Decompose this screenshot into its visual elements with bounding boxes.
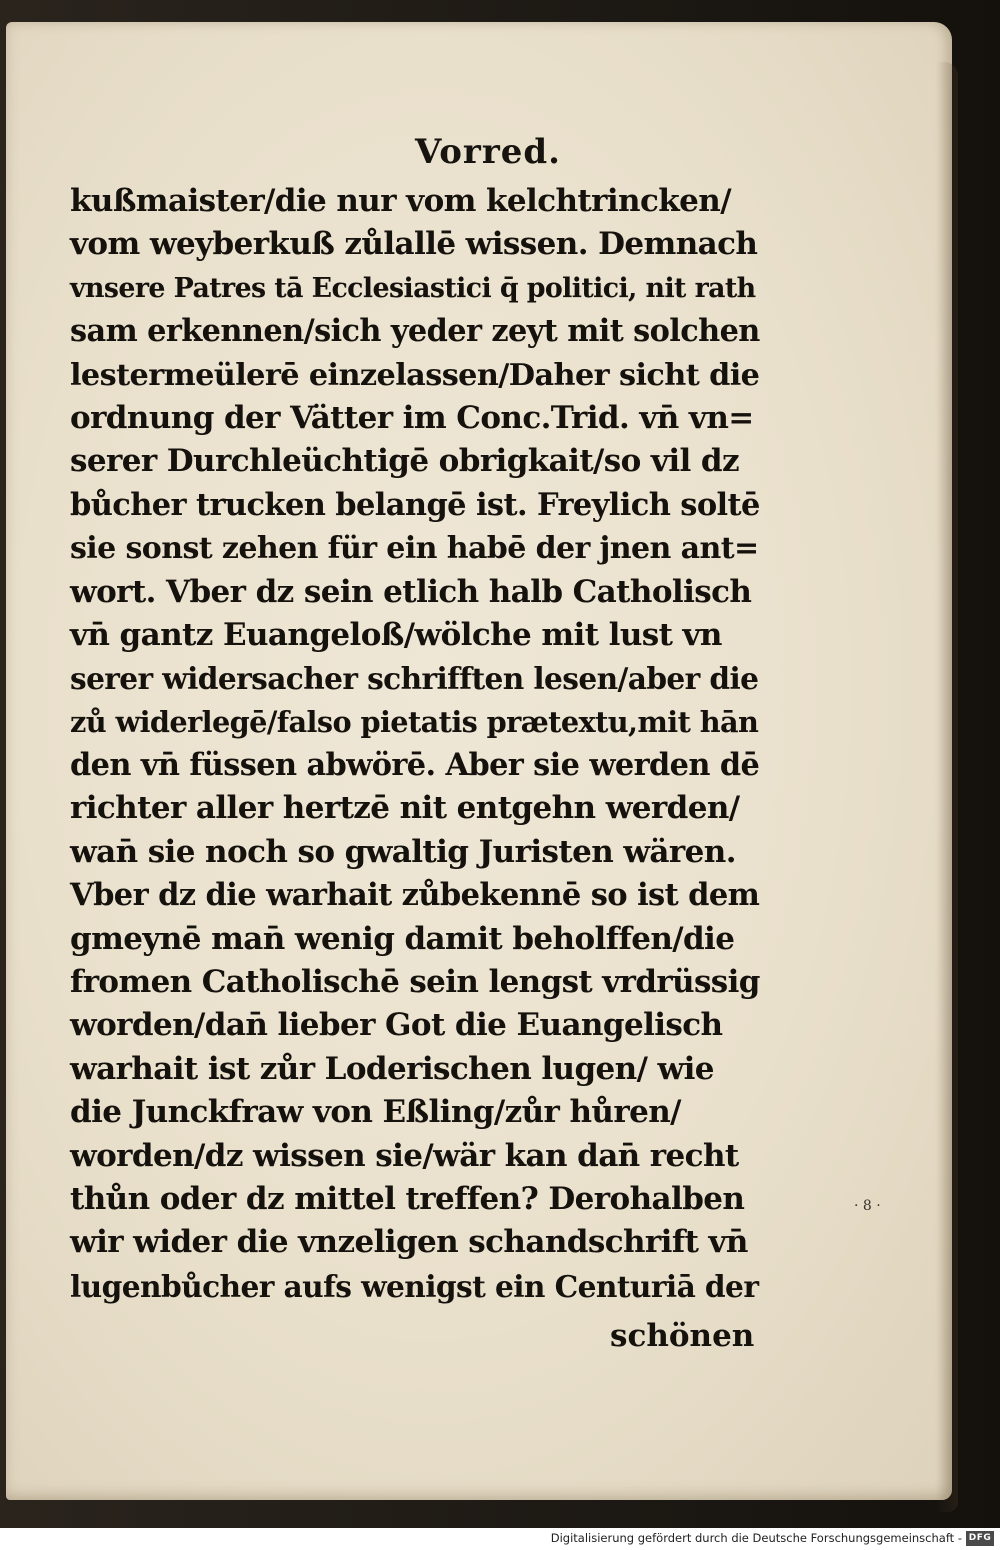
margin-mark: · 8 · [854, 1198, 881, 1214]
body-text [70, 180, 760, 1308]
text-line: fromen Catholischē sein lengst vrdrüssig [70, 964, 760, 1001]
text-line: lugenbůcher aufs wenigst ein Centuriā der [70, 1268, 759, 1304]
text-line: zů widerlegē/falso pietatis prætextu,mit hān [70, 704, 759, 739]
text-line: vn̄ gantz Euangeloß/wölche mit lust vn [70, 616, 722, 653]
text-line: wir wider die vnzeligen schandschrift vn̄ [70, 1224, 748, 1261]
book-page [6, 22, 952, 1500]
dfg-logo-icon: DFG [966, 1531, 994, 1546]
text-line: worden/dan̄ lieber Got die Euangelisch [70, 1007, 723, 1044]
text-line: serer Durchleüchtigē obrigkait/so vil dz [70, 443, 739, 480]
text-line: den vn̄ füssen abwörē. Aber sie werden dē [70, 747, 760, 784]
text-line: worden/dz wissen sie/wär kan dan̄ recht [70, 1137, 739, 1174]
text-line: wort. Vber dz sein etlich halb Catholisch [70, 573, 752, 610]
text-line: sie sonst zehen für ein habē der jnen ant= [70, 531, 759, 567]
text-line: gmeynē man̄ wenig damit beholffen/die [70, 920, 735, 957]
text-line: vom weyberkuß zůlallē wissen. Demnach [70, 226, 758, 263]
running-header: Vorred. [414, 132, 561, 172]
text-line: lestermeülerē einzelassen/Daher sicht die [70, 357, 760, 393]
text-line: wan̄ sie noch so gwaltig Juristen wären. [70, 833, 736, 870]
text-line: bůcher trucken belangē ist. Freylich soltē [70, 486, 760, 523]
text-line: sam erkennen/sich yeder zeyt mit solchen [70, 313, 760, 350]
text-line: Vber dz die warhait zůbekennē so ist dem [70, 877, 760, 914]
text-line: warhait ist zůr Loderischen lugen/ wie [70, 1050, 714, 1087]
text-line: kußmaister/die nur vom kelchtrincken/ [70, 183, 731, 219]
catchword: schönen [610, 1318, 755, 1354]
text-line: thůn oder dz mittel treffen? Derohalben [70, 1180, 745, 1217]
text-line: serer widersacher schrifften lesen/aber die [70, 661, 759, 697]
text-line: richter aller hertzē nit entgehn werden/ [70, 790, 740, 827]
footer-strip [0, 1528, 1000, 1550]
text-line: vnsere Patres tā Ecclesiastici q̄ politici, nit rath [70, 272, 756, 304]
funding-credit: Digitalisierung gefördert durch die Deutsche Forschungsgemeinschaft - [550, 1531, 962, 1545]
text-line: die Junckfraw von Eßling/zůr hůren/ [70, 1094, 681, 1131]
page-edge-shadow [936, 62, 958, 1512]
text-line: ordnung der Vätter im Conc.Trid. vn̄ vn= [70, 399, 754, 436]
